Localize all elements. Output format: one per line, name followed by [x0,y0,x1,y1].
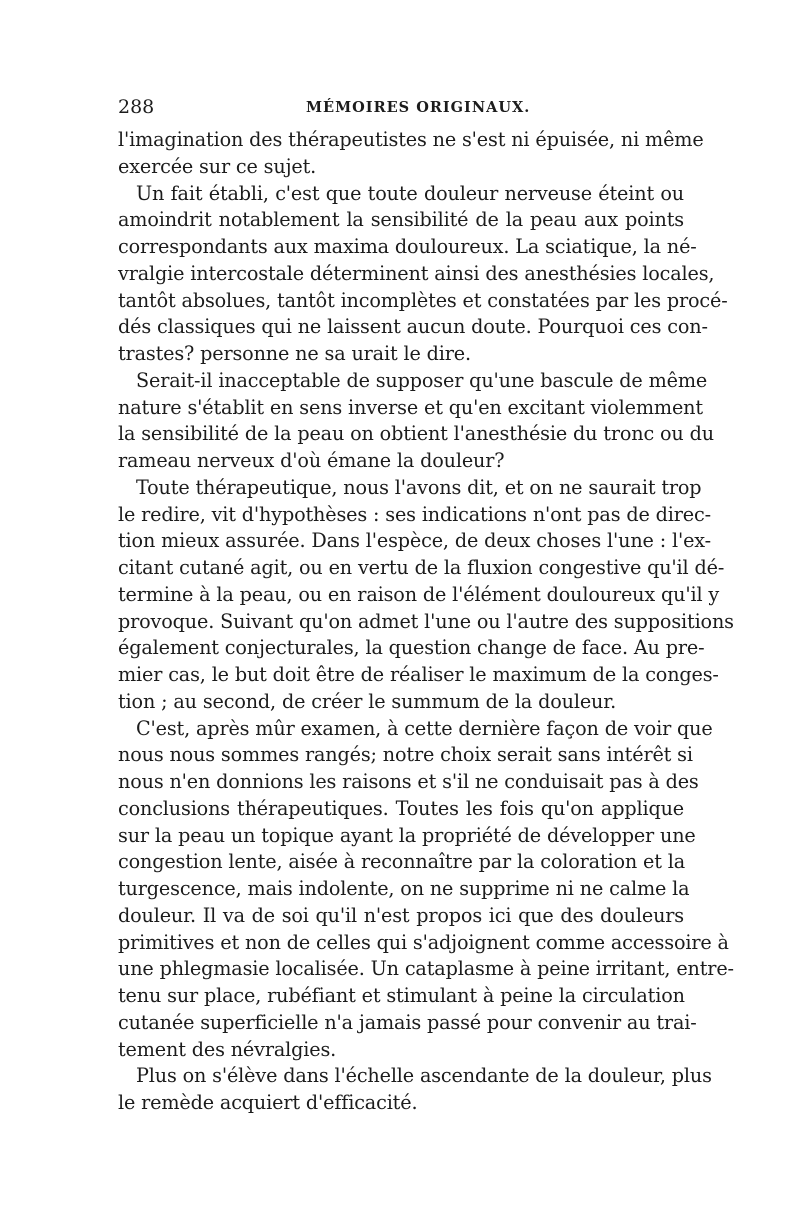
text-line: tement des névralgies. [118,1037,337,1061]
text-line: également conjecturales, la question change de face. Au pre- [118,636,705,660]
text-line: Un fait établi, c'est que toute douleur nerveuse éteint ou [136,181,684,205]
text-line: turgescence, mais indolente, on ne supprime ni ne calme la [118,877,690,900]
text-line: congestion lente, aisée à reconnaître par la coloration et la [118,850,686,874]
text-line: sur la peau un topique ayant la propriété de développer une [118,823,696,847]
text-line: correspondants aux maxima douloureux. La sciatique, la né- [118,235,697,258]
text-line: tion ; au second, de créer le summum de la douleur. [118,689,617,713]
text-line: une phlegmasie localisée. Un cataplasme à peine irritant, entre- [118,957,734,981]
text-line: nous n'en donnions les raisons et s'il ne conduisait pas à des [118,770,699,793]
text-line: l'imagination des thérapeutistes ne s'est ni épuisée, ni même [118,128,704,151]
page-header [118,96,688,126]
running-title: MÉMOIRES ORIGINAUX. [306,99,531,116]
text-line: primitives et non de celles qui s'adjoignent comme accessoire à [118,930,729,954]
text-line: termine à la peau, ou en raison de l'élément douloureux qu'il y [118,582,720,606]
text-line: C'est, après mûr examen, à cette dernière façon de voir que [136,716,713,740]
text-line: vralgie intercostale déterminent ainsi des anesthésies locales, [118,261,715,285]
text-line: citant cutané agit, ou en vertu de la fluxion congestive qu'il dé- [118,556,725,579]
text-line: exercée sur ce sujet. [118,154,317,178]
text-line: amoindrit notablement la sensibilité de la peau aux points [118,208,684,232]
text-line: nous nous sommes rangés; notre choix serait sans intérêt si [118,743,693,767]
text-line: tenu sur place, rubéfiant et stimulant à peine la circulation [118,984,685,1007]
text-line: rameau nerveux d'où émane la douleur? [118,449,505,472]
text-line: tantôt absolues, tantôt incomplètes et constatées par les procé- [118,288,728,312]
page-number: 288 [118,96,155,118]
body-text [118,127,734,1117]
text-line: trastes? personne ne sa urait le dire. [118,342,471,365]
text-line: douleur. Il va de soi qu'il n'est propos ici que des douleurs [118,903,684,927]
text-line: le remède acquiert d'efficacité. [118,1091,418,1114]
text-line: dés classiques qui ne laissent aucun doute. Pourquoi ces con- [118,315,708,339]
text-line: le redire, vit d'hypothèses : ses indications n'ont pas de direc- [118,502,711,526]
text-line: Plus on s'élève dans l'échelle ascendante de la douleur, plus [136,1064,712,1088]
text-line: nature s'établit en sens inverse et qu'en excitant violemment [118,395,703,419]
text-line: tion mieux assurée. Dans l'espèce, de deux choses l'une : l'ex- [118,529,711,553]
text-line: Serait-il inacceptable de supposer qu'une bascule de même [136,368,708,392]
text-line: conclusions thérapeutiques. Toutes les fois qu'on applique [118,796,684,820]
text-line: cutanée superficielle n'a jamais passé pour convenir au trai- [118,1010,697,1034]
text-line: Toute thérapeutique, nous l'avons dit, et on ne saurait trop [136,475,702,499]
text-line: la sensibilité de la peau on obtient l'anesthésie du tronc ou du [118,422,714,446]
text-line: provoque. Suivant qu'on admet l'une ou l'autre des suppositions [118,609,734,633]
text-line: mier cas, le but doit être de réaliser le maximum de la conges- [118,663,719,686]
